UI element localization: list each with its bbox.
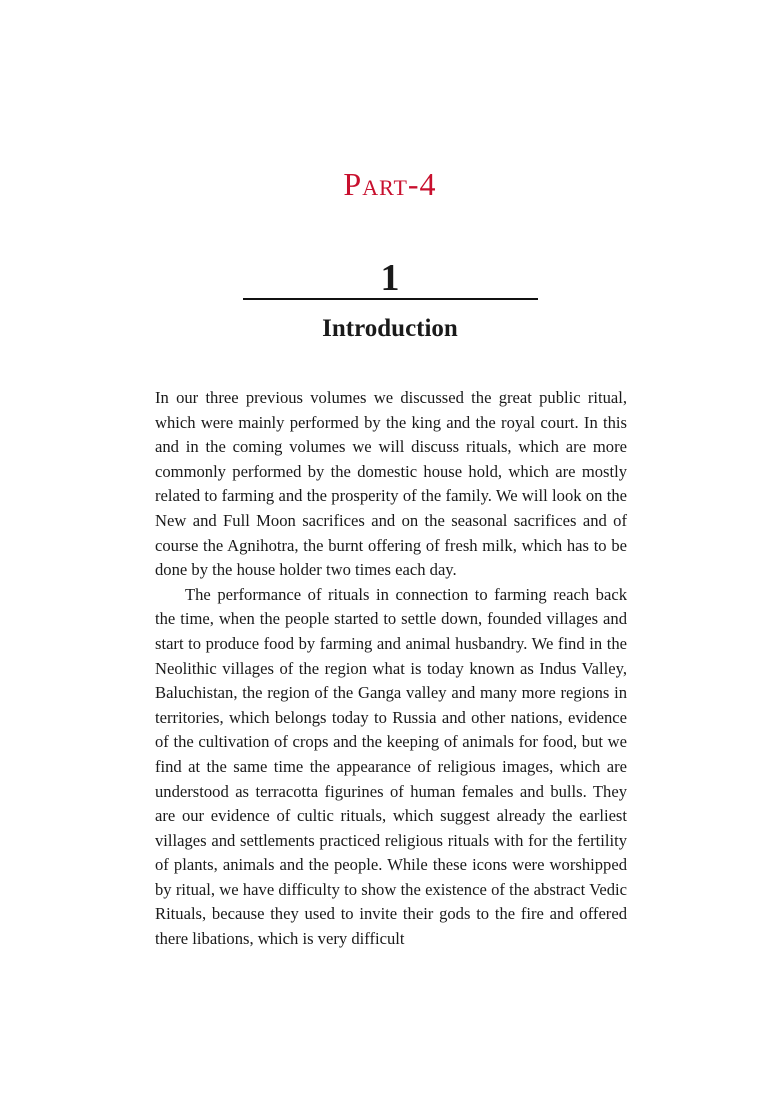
body-text [155, 386, 627, 952]
chapter-title: Introduction [322, 315, 458, 342]
chapter-number: 1 [380, 257, 400, 299]
paragraph-2: The performance of rituals in connection to farming reach back the time, when the people started to settle down, founded villages and start to produce food by farming and animal husbandry. We find in the Neolithic villages of the region what is today known as Indus Valley, Baluchistan, the region of the Ganga valley and many more regions in territories, which belongs today to Russia and other nations, evidence of the cultivation of crops and the keeping of animals for food, but we find at the same time the appearance of religious images, which are understood as terracotta figurines of human females and bulls. They are our evidence of cultic rituals, which suggest already the earliest villages and settlements practiced religious rituals with for the fertility of plants, animals and the people. While these icons were worshipped by ritual, we have difficulty to show the existence of the abstract Vedic Rituals, because they used to invite their gods to the fire and offered there libations, which is very difficult [155, 584, 627, 949]
chapter-divider [243, 298, 538, 300]
paragraph-1: In our three previous volumes we discussed the great public ritual, which were mainly performed by the king and the royal court. In this and in the coming volumes we will discuss rituals, which are more commonly performed by the domestic house hold, which are mostly related to farming and the prosperity of the family. We will look on the New and Full Moon sacrifices and on the seasonal sacrifices and of course the Agnihotra, the burnt offering of fresh milk, which has to be done by the house holder two times each day. [155, 388, 627, 580]
part-heading: Part-4 [343, 166, 437, 202]
